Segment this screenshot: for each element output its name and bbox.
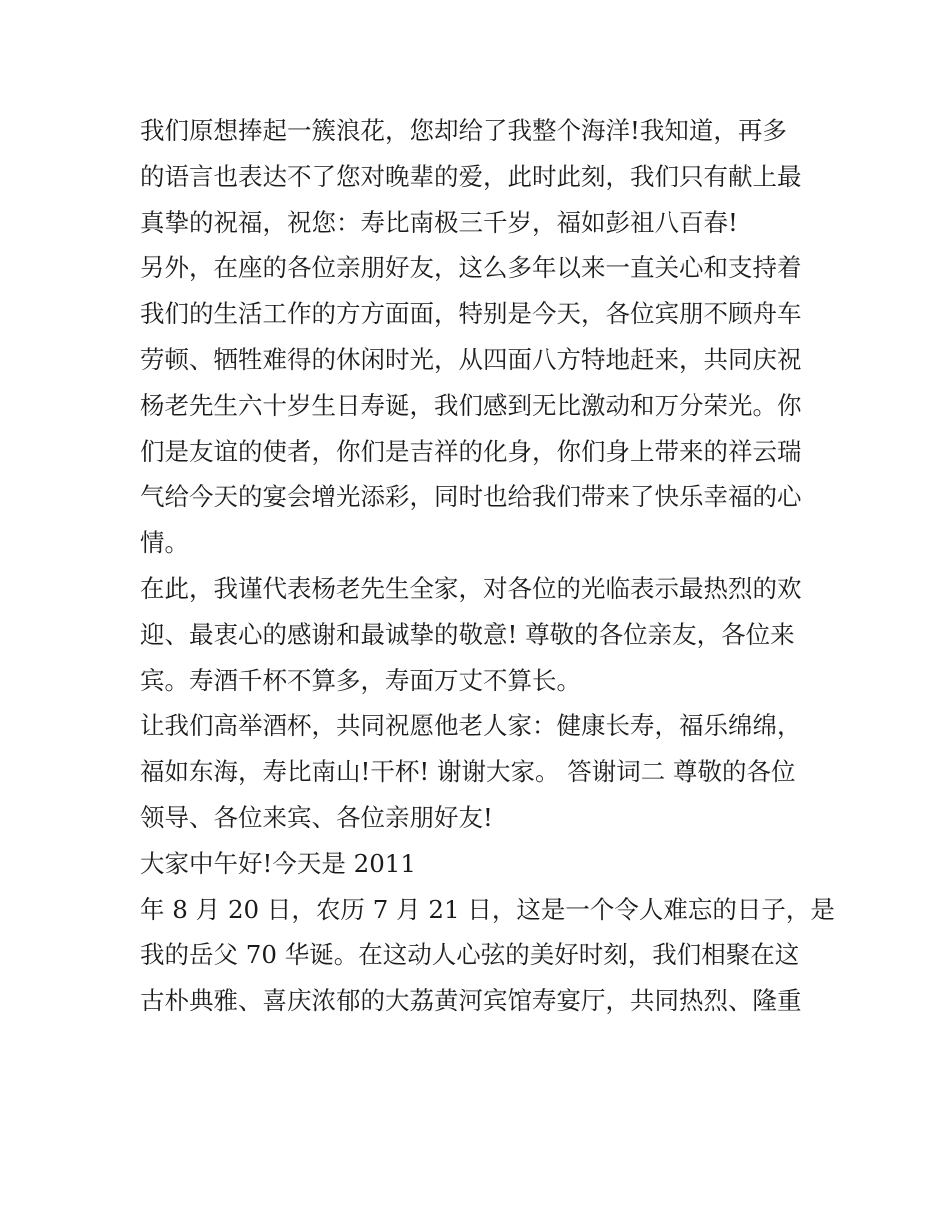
text-line: 真挚的祝福，祝您：寿比南极三千岁，福如彭祖八百春! <box>140 207 738 237</box>
text-line: 另外，在座的各位亲朋好友，这么多年以来一直关心和支持着 <box>140 253 802 283</box>
text-line: 让我们高举酒杯，共同祝愿他老人家：健康长寿，福乐绵绵， <box>140 711 802 741</box>
text-line: 宾。寿酒千杯不算多，寿面万丈不算长。 <box>140 665 581 695</box>
text-line: 我们的生活工作的方方面面，特别是今天，各位宾朋不顾舟车 <box>140 299 802 329</box>
text-line: 我们原想捧起一簇浪花，您却给了我整个海洋!我知道，再多 <box>140 116 787 145</box>
text-line: 年 8 月 20 日，农历 7 月 21 日，这是一个令人难忘的日子，是 <box>140 894 835 924</box>
text-line: 气给今天的宴会增光添彩，同时也给我们带来了快乐幸福的心 <box>140 482 802 512</box>
text-line: 们是友谊的使者，你们是吉祥的化身，你们身上带来的祥云瑞 <box>140 436 802 466</box>
text-line: 情。 <box>140 528 189 558</box>
text-line: 的语言也表达不了您对晚辈的爱，此时此刻，我们只有献上最 <box>140 161 802 191</box>
text-line: 福如东海，寿比南山!干杯! 谢谢大家。 答谢词二 尊敬的各位 <box>140 757 796 787</box>
text-line: 迎、最衷心的感谢和最诚挚的敬意! 尊敬的各位亲友，各位来 <box>140 619 795 649</box>
text-line: 劳顿、牺牲难得的休闲时光，从四面八方特地赶来，共同庆祝 <box>140 344 802 374</box>
text-line: 杨老先生六十岁生日寿诞，我们感到无比激动和万分荣光。你 <box>140 390 802 420</box>
text-line: 我的岳父 70 华诞。在这动人心弦的美好时刻，我们相聚在这 <box>140 940 800 970</box>
text-line: 领导、各位来宾、各位亲朋好友! <box>140 802 493 832</box>
text-line: 大家中午好!今天是 2011 <box>140 848 416 878</box>
text-line: 古朴典雅、喜庆浓郁的大荔黄河宾馆寿宴厅，共同热烈、隆重 <box>140 986 802 1016</box>
document-body-text <box>140 108 835 1024</box>
text-line: 在此，我谨代表杨老先生全家，对各位的光临表示最热烈的欢 <box>140 573 802 603</box>
